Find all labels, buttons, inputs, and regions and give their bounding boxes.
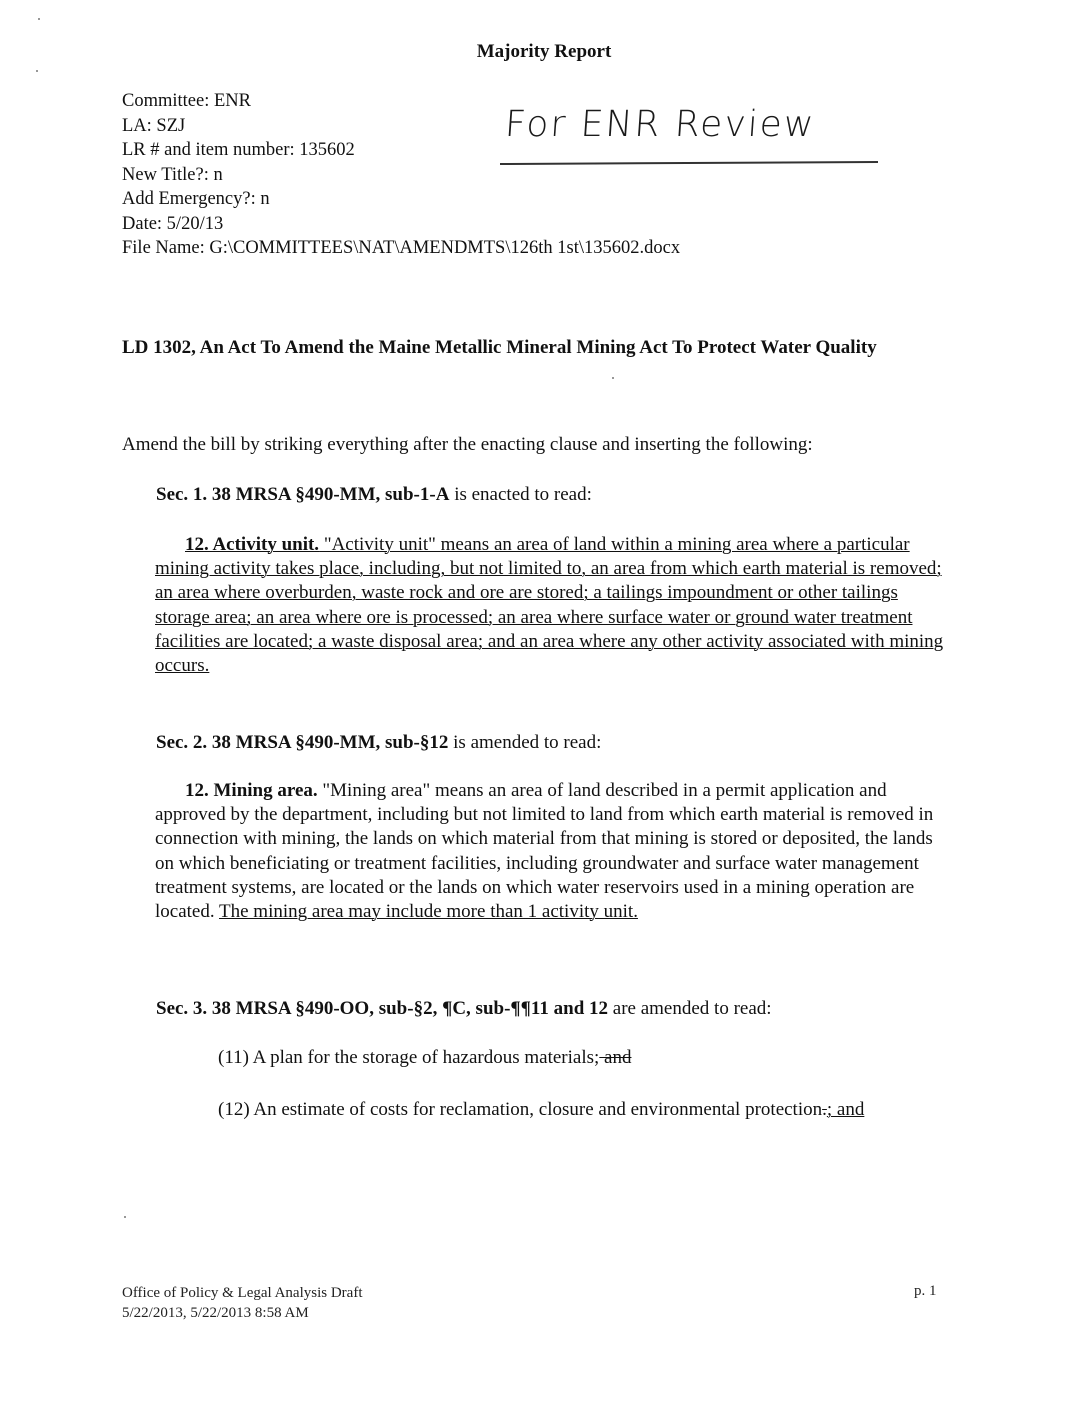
la-field: LA: SZJ xyxy=(122,115,186,136)
footer xyxy=(122,1283,363,1323)
section-2-action: is amended to read: xyxy=(448,732,602,753)
scan-speck xyxy=(38,18,40,20)
section-2-term: 12. Mining area. xyxy=(185,780,318,801)
section-2-inserted-text: The mining area may include more than 1 activity unit. xyxy=(219,901,638,923)
amendment-intro: Amend the bill by striking everything after the enacting clause and inserting the following: xyxy=(122,434,813,455)
bill-title: LD 1302, An Act To Amend the Maine Metallic Mineral Mining Act To Protect Water Quality xyxy=(122,337,877,358)
scan-speck xyxy=(36,70,38,72)
section-2-definition: "Mining area" means an area of land described in a permit application and approved by the department, including but not limited to land from which earth material is removed in connection with mining, the lands on which material from that mining is stored or deposited, the lands on which beneficiating or treatment facilities, including groundwater and surface water management treatment systems, are located or the lands on which water reservoirs used in a mining operation are located. xyxy=(155,780,934,923)
footer-office: Office of Policy & Legal Analysis Draft xyxy=(122,1285,363,1301)
section-1-action: is enacted to read: xyxy=(449,484,592,505)
footer-timestamp: 5/22/2013, 5/22/2013 8:58 AM xyxy=(122,1305,309,1321)
new-title-field: New Title?: n xyxy=(122,164,223,185)
subparagraph-12-inserted: ; and xyxy=(826,1099,865,1120)
section-3-heading xyxy=(156,998,772,1020)
section-1-heading xyxy=(156,484,592,506)
page-number: p. 1 xyxy=(914,1283,937,1299)
scan-speck xyxy=(124,1216,126,1218)
date-field: Date: 5/20/13 xyxy=(122,213,224,234)
section-1-paragraph xyxy=(155,533,945,678)
subparagraph-12-struck: . xyxy=(822,1099,827,1120)
section-1-term: 12. Activity unit. xyxy=(185,534,320,555)
subparagraph-11-struck: and xyxy=(599,1047,632,1068)
section-1-citation: Sec. 1. 38 MRSA §490-MM, sub-1-A xyxy=(156,484,450,505)
handwritten-note: For ENR Review xyxy=(503,104,817,145)
subparagraph-11-text: (11) A plan for the storage of hazardous materials; xyxy=(218,1047,600,1068)
lr-number-field: LR # and item number: 135602 xyxy=(122,140,355,160)
add-emergency-field: Add Emergency?: n xyxy=(122,189,270,209)
section-2-heading xyxy=(156,732,601,754)
section-1-definition: "Activity unit" means an area of land within a mining area where a particular mining activity takes place, including, but not limited to, an area from which earth material is removed; an area where overburden, waste rock and ore are stored; a tailings impoundment or other tailings storage area; an area where ore is processed; an area where surface water or ground water treatment facilities are located; a waste disposal area; and an area where any other activity associated with mining occurs. xyxy=(155,534,944,677)
section-2-paragraph xyxy=(155,779,945,924)
committee-field: Committee: ENR xyxy=(122,91,251,111)
subparagraph-12-text: (12) An estimate of costs for reclamation, closure and environmental protection xyxy=(218,1099,823,1120)
file-name-field: File Name: G:\COMMITTEES\NAT\AMENDMTS\126th 1st\135602.docx xyxy=(122,238,681,258)
scan-speck xyxy=(612,377,614,379)
subparagraph-12 xyxy=(156,1098,948,1122)
subparagraph-11 xyxy=(218,1047,631,1069)
document-title: Majority Report xyxy=(476,41,612,62)
section-3-citation: Sec. 3. 38 MRSA §490-OO, sub-§2, ¶C, sub-¶¶11 and 12 xyxy=(156,998,609,1019)
section-3-action: are amended to read: xyxy=(608,998,772,1019)
section-2-citation: Sec. 2. 38 MRSA §490-MM, sub-§12 xyxy=(156,732,449,753)
